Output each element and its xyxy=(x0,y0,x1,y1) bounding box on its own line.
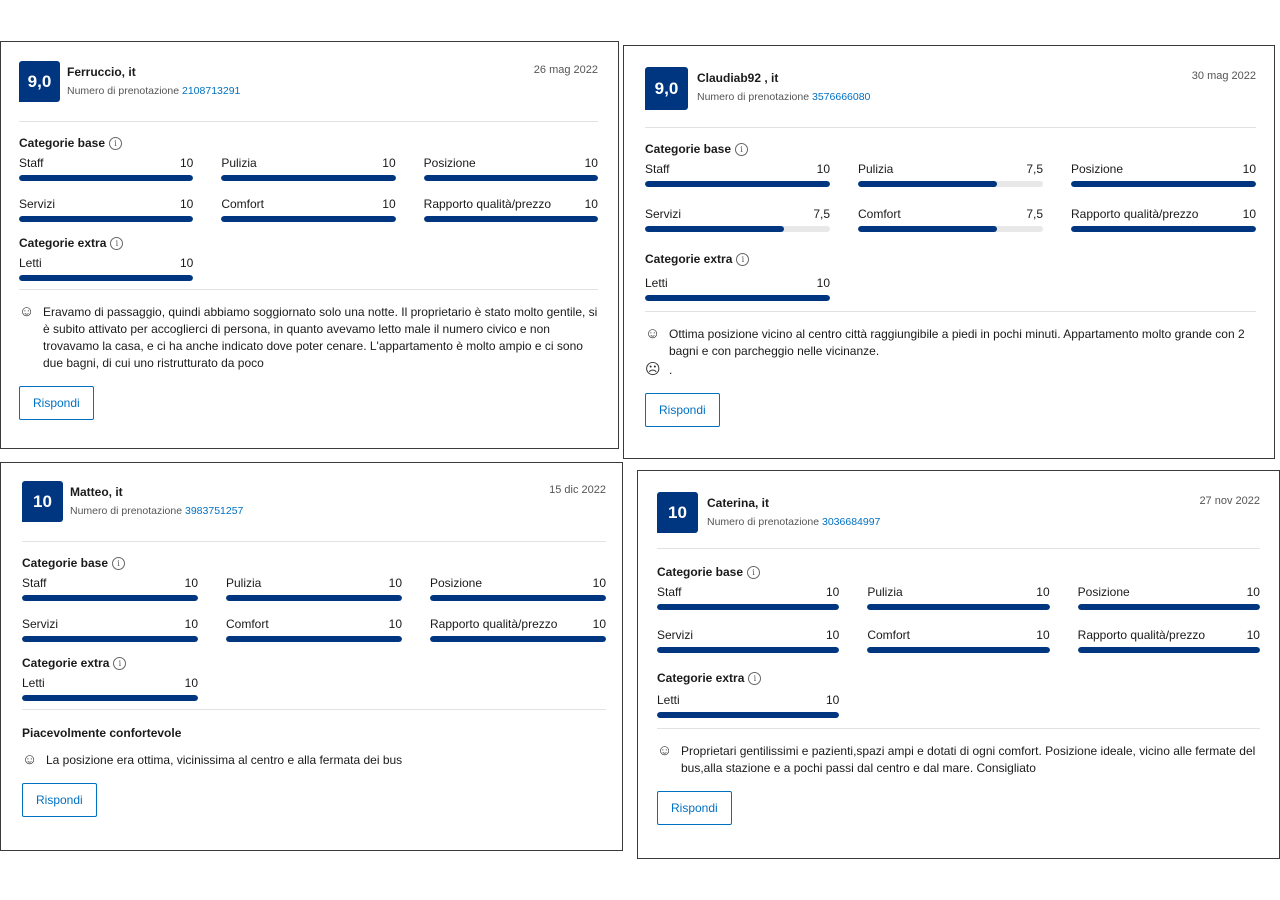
category-value: Rapporto qualità/prezzo 10 xyxy=(1071,207,1256,232)
positive-comment: ☺ Proprietari gentilissimi e pazienti,spazi ampi e dotati di ogni comfort. Posizione ideale, vicino alle fermate del bus,alla stazione e a pochi passi dal centro e dal mare. Consigliato xyxy=(657,742,1256,775)
score-bar xyxy=(645,295,830,301)
score-badge: 10 xyxy=(22,481,63,522)
category-letti: Letti 10 xyxy=(22,676,198,701)
info-icon[interactable]: i xyxy=(113,657,126,670)
extra-categories-title: Categorie extra i xyxy=(22,656,606,670)
score-bar xyxy=(22,636,198,642)
score-bar xyxy=(221,175,395,181)
positive-comment: ☺ Eravamo di passaggio, quindi abbiamo soggiornato solo una notte. Il proprietario è stato molto gentile, si è subito attivato per accoglierci di persona, in quanto avevamo letto male il numero civico e non trovavamo la casa, e ci ha anche indicato dove poter cenare. L'appartamento è molto ampio e ci sono due bagni, di cui uno ristrutturato da poco xyxy=(19,303,598,370)
category-posizione: Posizione 10 xyxy=(1078,585,1260,610)
score-bar-fill xyxy=(22,636,198,642)
score-bar xyxy=(1071,181,1256,187)
score-bar-fill xyxy=(645,181,830,187)
info-icon[interactable]: i xyxy=(748,672,761,685)
category-comfort: Comfort 10 xyxy=(226,617,402,642)
category-servizi: Servizi 10 xyxy=(657,628,839,653)
divider xyxy=(645,127,1256,128)
score-bar xyxy=(424,216,598,222)
info-icon[interactable]: i xyxy=(735,143,748,156)
category-servizi: Servizi 10 xyxy=(22,617,198,642)
base-categories xyxy=(645,162,1256,232)
info-icon[interactable]: i xyxy=(109,137,122,150)
booking-number-link[interactable]: 2108713291 xyxy=(182,85,241,97)
base-categories-title: Categorie base i xyxy=(657,565,1260,579)
info-icon[interactable]: i xyxy=(736,253,749,266)
category-servizi: Servizi 10 xyxy=(19,197,193,222)
info-icon[interactable]: i xyxy=(110,237,123,250)
category-staff: Staff 10 xyxy=(657,585,839,610)
score-bar xyxy=(1078,647,1260,653)
score-bar-fill xyxy=(430,595,606,601)
category-value: Rapporto qualità/prezzo 10 xyxy=(1078,628,1260,653)
score-bar xyxy=(22,595,198,601)
score-bar-fill xyxy=(645,226,784,232)
base-categories-title: Categorie base i xyxy=(645,142,1256,156)
category-comfort: Comfort 10 xyxy=(867,628,1049,653)
extra-categories-title: Categorie extra i xyxy=(657,671,1260,685)
score-bar-fill xyxy=(226,636,402,642)
reviewer-name: Claudiab92 , it xyxy=(697,71,779,85)
score-bar xyxy=(858,181,1043,187)
score-bar-fill xyxy=(645,295,830,301)
extra-categories-title: Categorie extra i xyxy=(19,236,598,250)
divider xyxy=(19,289,598,290)
score-bar-fill xyxy=(867,604,1049,610)
score-bar xyxy=(858,226,1043,232)
score-bar-fill xyxy=(221,216,395,222)
booking-number: Numero di prenotazione 3036684997 xyxy=(707,516,881,528)
review-date: 15 dic 2022 xyxy=(549,484,606,496)
category-letti: Letti 10 xyxy=(19,256,193,281)
category-posizione: Posizione 10 xyxy=(1071,162,1256,187)
booking-number-link[interactable]: 3576666080 xyxy=(812,91,871,103)
score-bar-fill xyxy=(657,647,839,653)
score-badge: 9,0 xyxy=(19,61,60,102)
reply-button[interactable]: Rispondi xyxy=(657,791,732,825)
category-servizi: Servizi 7,5 xyxy=(645,207,830,232)
review-card xyxy=(0,41,619,449)
score-bar xyxy=(867,604,1049,610)
negative-comment: ☹ . xyxy=(645,361,673,378)
category-letti: Letti 10 xyxy=(645,276,830,301)
category-letti: Letti 10 xyxy=(657,693,839,718)
score-bar-fill xyxy=(1071,181,1256,187)
reply-button[interactable]: Rispondi xyxy=(645,393,720,427)
score-bar xyxy=(1078,604,1260,610)
score-bar xyxy=(22,695,198,701)
category-comfort: Comfort 10 xyxy=(221,197,395,222)
booking-number: Numero di prenotazione 3576666080 xyxy=(697,91,871,103)
category-pulizia: Pulizia 10 xyxy=(226,576,402,601)
smile-icon: ☺ xyxy=(645,325,661,342)
review-card xyxy=(0,462,623,851)
base-categories-title: Categorie base i xyxy=(22,556,606,570)
divider xyxy=(657,728,1260,729)
score-bar xyxy=(221,216,395,222)
base-categories xyxy=(657,585,1260,653)
review-date: 26 mag 2022 xyxy=(533,64,598,76)
positive-comment: ☺ Ottima posizione vicino al centro città raggiungibile a piedi in pochi minuti. Appartamento molto grande con 2 bagni e con parcheggio nelle vicinanze. xyxy=(645,325,1245,358)
base-categories xyxy=(22,576,606,642)
category-pulizia: Pulizia 10 xyxy=(867,585,1049,610)
review-title: Piacevolmente confortevole xyxy=(22,726,182,740)
score-bar xyxy=(19,216,193,222)
score-bar xyxy=(867,647,1049,653)
score-bar xyxy=(645,226,830,232)
base-categories-title: Categorie base i xyxy=(19,136,598,150)
review-date: 27 nov 2022 xyxy=(1199,495,1260,507)
score-bar xyxy=(657,712,839,718)
score-bar-fill xyxy=(858,181,997,187)
booking-number-link[interactable]: 3036684997 xyxy=(822,516,881,528)
score-bar-fill xyxy=(430,636,606,642)
divider xyxy=(22,709,606,710)
score-bar-fill xyxy=(867,647,1049,653)
score-bar xyxy=(1071,226,1256,232)
smile-icon: ☺ xyxy=(22,751,38,768)
extra-categories-title: Categorie extra i xyxy=(645,252,1256,266)
divider xyxy=(19,121,598,122)
info-icon[interactable]: i xyxy=(747,566,760,579)
review-card xyxy=(637,470,1280,859)
score-bar-fill xyxy=(226,595,402,601)
review-header xyxy=(657,492,1260,548)
review-header xyxy=(645,67,1256,127)
score-bar xyxy=(19,275,193,281)
review-header xyxy=(22,481,606,541)
reply-button[interactable]: Rispondi xyxy=(19,386,94,420)
category-posizione: Posizione 10 xyxy=(424,156,598,181)
reviewer-name: Caterina, it xyxy=(707,496,770,510)
frown-icon: ☹ xyxy=(645,361,661,378)
smile-icon: ☺ xyxy=(657,742,673,759)
reviewer-name: Ferruccio, it xyxy=(67,65,136,79)
category-pulizia: Pulizia 10 xyxy=(221,156,395,181)
divider xyxy=(657,548,1260,549)
score-bar-fill xyxy=(22,595,198,601)
smile-icon: ☺ xyxy=(19,303,35,320)
extra-categories xyxy=(22,676,606,701)
positive-comment: ☺ La posizione era ottima, vicinissima al centro e alla fermata dei bus xyxy=(22,751,403,768)
score-bar-fill xyxy=(858,226,997,232)
score-bar-fill xyxy=(657,712,839,718)
review-date: 30 mag 2022 xyxy=(1191,70,1256,82)
score-bar-fill xyxy=(1078,647,1260,653)
score-bar xyxy=(19,175,193,181)
category-staff: Staff 10 xyxy=(19,156,193,181)
score-bar xyxy=(226,595,402,601)
score-bar-fill xyxy=(19,175,193,181)
score-bar xyxy=(657,647,839,653)
category-staff: Staff 10 xyxy=(22,576,198,601)
extra-categories xyxy=(645,276,1256,301)
score-bar-fill xyxy=(22,695,198,701)
score-bar xyxy=(424,175,598,181)
score-bar-fill xyxy=(1071,226,1256,232)
base-categories xyxy=(19,156,598,222)
score-bar-fill xyxy=(657,604,839,610)
score-bar xyxy=(430,636,606,642)
review-header xyxy=(19,61,598,121)
category-posizione: Posizione 10 xyxy=(430,576,606,601)
category-comfort: Comfort 7,5 xyxy=(858,207,1043,232)
reviewer-name: Matteo, it xyxy=(70,485,123,499)
score-bar-fill xyxy=(19,275,193,281)
score-bar-fill xyxy=(424,216,598,222)
score-bar xyxy=(645,181,830,187)
category-value: Rapporto qualità/prezzo 10 xyxy=(424,197,598,222)
score-bar xyxy=(430,595,606,601)
info-icon[interactable]: i xyxy=(112,557,125,570)
score-badge: 9,0 xyxy=(645,67,688,110)
divider xyxy=(22,541,606,542)
score-badge: 10 xyxy=(657,492,698,533)
category-pulizia: Pulizia 7,5 xyxy=(858,162,1043,187)
booking-number: Numero di prenotazione 2108713291 xyxy=(67,85,241,97)
extra-categories xyxy=(657,693,1260,718)
reply-button[interactable]: Rispondi xyxy=(22,783,97,817)
category-value: Rapporto qualità/prezzo 10 xyxy=(430,617,606,642)
booking-number-link[interactable]: 3983751257 xyxy=(185,505,244,517)
score-bar-fill xyxy=(424,175,598,181)
score-bar-fill xyxy=(19,216,193,222)
extra-categories xyxy=(19,256,598,281)
booking-number: Numero di prenotazione 3983751257 xyxy=(70,505,244,517)
review-card xyxy=(623,45,1275,459)
category-staff: Staff 10 xyxy=(645,162,830,187)
divider xyxy=(645,311,1256,312)
score-bar xyxy=(657,604,839,610)
score-bar-fill xyxy=(1078,604,1260,610)
score-bar-fill xyxy=(221,175,395,181)
score-bar xyxy=(226,636,402,642)
